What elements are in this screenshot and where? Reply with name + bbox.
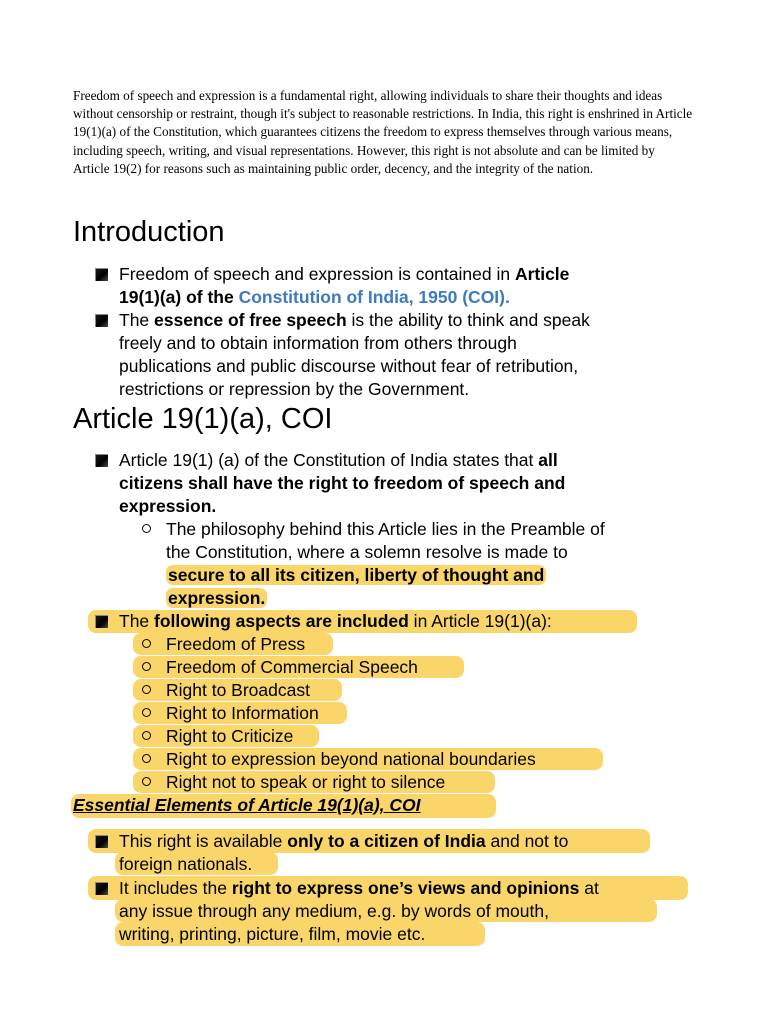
aspect-item (166, 702, 319, 725)
black-square-bullet-icon (95, 615, 108, 628)
item-bold-text: Article (514, 264, 570, 284)
item-text: Article 19(1) (a) of the Constitution of India states that (119, 450, 539, 470)
coi-link[interactable]: Constitution of India, 1950 (COI). (238, 287, 510, 307)
item-bold-text: only to a citizen of India (287, 831, 486, 851)
black-square-bullet-icon (95, 454, 108, 467)
aspect-text: Right to expression beyond national boundaries (166, 749, 536, 769)
item-bold-text: 19(1)(a) of the (119, 287, 239, 307)
item-bold-text: right to express one’s views and opinions (231, 878, 580, 898)
item-text: and not to (485, 831, 569, 851)
list-item (119, 309, 590, 332)
aspect-text: Right not to speak or right to silence (166, 772, 446, 792)
hollow-circle-bullet-icon (142, 708, 151, 717)
item-text: at (579, 878, 599, 898)
list-item-continuation: any issue through any medium, e.g. by words of mouth, (119, 901, 549, 921)
hollow-circle-bullet-icon (142, 685, 151, 694)
sub-list-item-continuation: the Constitution, where a solemn resolve is made to (166, 542, 568, 562)
list-item (119, 830, 568, 853)
item-text: in Article 19(1)(a): (408, 611, 552, 631)
sub-list-item-continuation (166, 564, 546, 587)
list-item-continuation: writing, printing, picture, film, movie etc. (119, 924, 426, 944)
aspect-item (166, 679, 310, 702)
hollow-circle-bullet-icon (142, 777, 151, 786)
aspect-text: Freedom of Press (166, 634, 306, 654)
list-item-continuation: publications and public discourse without fear of retribution, (119, 356, 579, 376)
aspect-text: Right to Criticize (166, 726, 294, 746)
item-text: It includes the (119, 878, 232, 898)
list-item (119, 263, 569, 286)
list-item (119, 610, 552, 633)
sub-list-item-continuation (166, 587, 267, 610)
black-square-bullet-icon (95, 882, 108, 895)
list-item-continuation (119, 286, 510, 309)
intro-paragraph: Freedom of speech and expression is a fundamental right, allowing individuals to share their thoughts and ideas without censorship or restraint, though it's subject to reasonable restrictions. In India, this right is enshrined in Article 19(1)(a) of the Constitution, which guarantees citizens the freedom to express themselves through various means, including speech, writing, and visual representations. However, this right is not absolute and can be limited by Article 19(2) for reasons such as maintaining public order, decency, and the integrity of the nation. (73, 88, 693, 176)
black-square-bullet-icon (95, 835, 108, 848)
item-text: The (119, 310, 155, 330)
list-item-continuation: foreign nationals. (119, 854, 253, 874)
aspect-item (166, 771, 445, 794)
black-square-bullet-icon (95, 314, 108, 327)
aspect-text: Right to Broadcast (166, 680, 310, 700)
sub-list-item (166, 518, 605, 541)
heading-essential-elements: Essential Elements of Article 19(1)(a), COI (73, 795, 421, 815)
item-bold-text: citizens shall have the right to freedom of speech and (119, 473, 566, 493)
list-item-continuation (119, 495, 216, 518)
list-item-continuation: freely and to obtain information from others through (119, 333, 517, 353)
item-text: The (119, 611, 155, 631)
heading-introduction: Introduction (73, 216, 225, 248)
item-text: The philosophy behind this Article lies in the Preamble of (166, 519, 605, 539)
list-item-continuation: restrictions or repression by the Government. (119, 379, 470, 399)
aspect-item (166, 748, 536, 771)
aspect-text: Freedom of Commercial Speech (166, 657, 418, 677)
black-square-bullet-icon (95, 268, 108, 281)
item-text: Freedom of speech and expression is contained in (119, 264, 515, 284)
hollow-circle-bullet-icon (142, 662, 151, 671)
aspect-item (166, 725, 293, 748)
hollow-circle-bullet-icon (142, 754, 151, 763)
hollow-circle-bullet-icon (142, 639, 151, 648)
list-item-continuation (119, 472, 565, 495)
hollow-circle-bullet-icon (142, 524, 151, 533)
aspect-item (166, 656, 418, 679)
aspect-text: Right to Information (166, 703, 319, 723)
highlighted-bold-text: secure to all its citizen, liberty of thought and (168, 565, 545, 585)
heading-article: Article 19(1)(a), COI (73, 403, 333, 435)
item-bold-text: expression. (119, 496, 217, 516)
highlighted-bold-text: expression. (168, 588, 266, 608)
item-bold-text: all (538, 450, 558, 470)
item-text: is the ability to think and speak (346, 310, 590, 330)
list-item (119, 877, 599, 900)
hollow-circle-bullet-icon (142, 731, 151, 740)
aspect-item (166, 633, 305, 656)
item-text: This right is available (119, 831, 288, 851)
item-bold-text: essence of free speech (154, 310, 347, 330)
list-item (119, 449, 558, 472)
item-bold-text: following aspects are included (154, 611, 409, 631)
